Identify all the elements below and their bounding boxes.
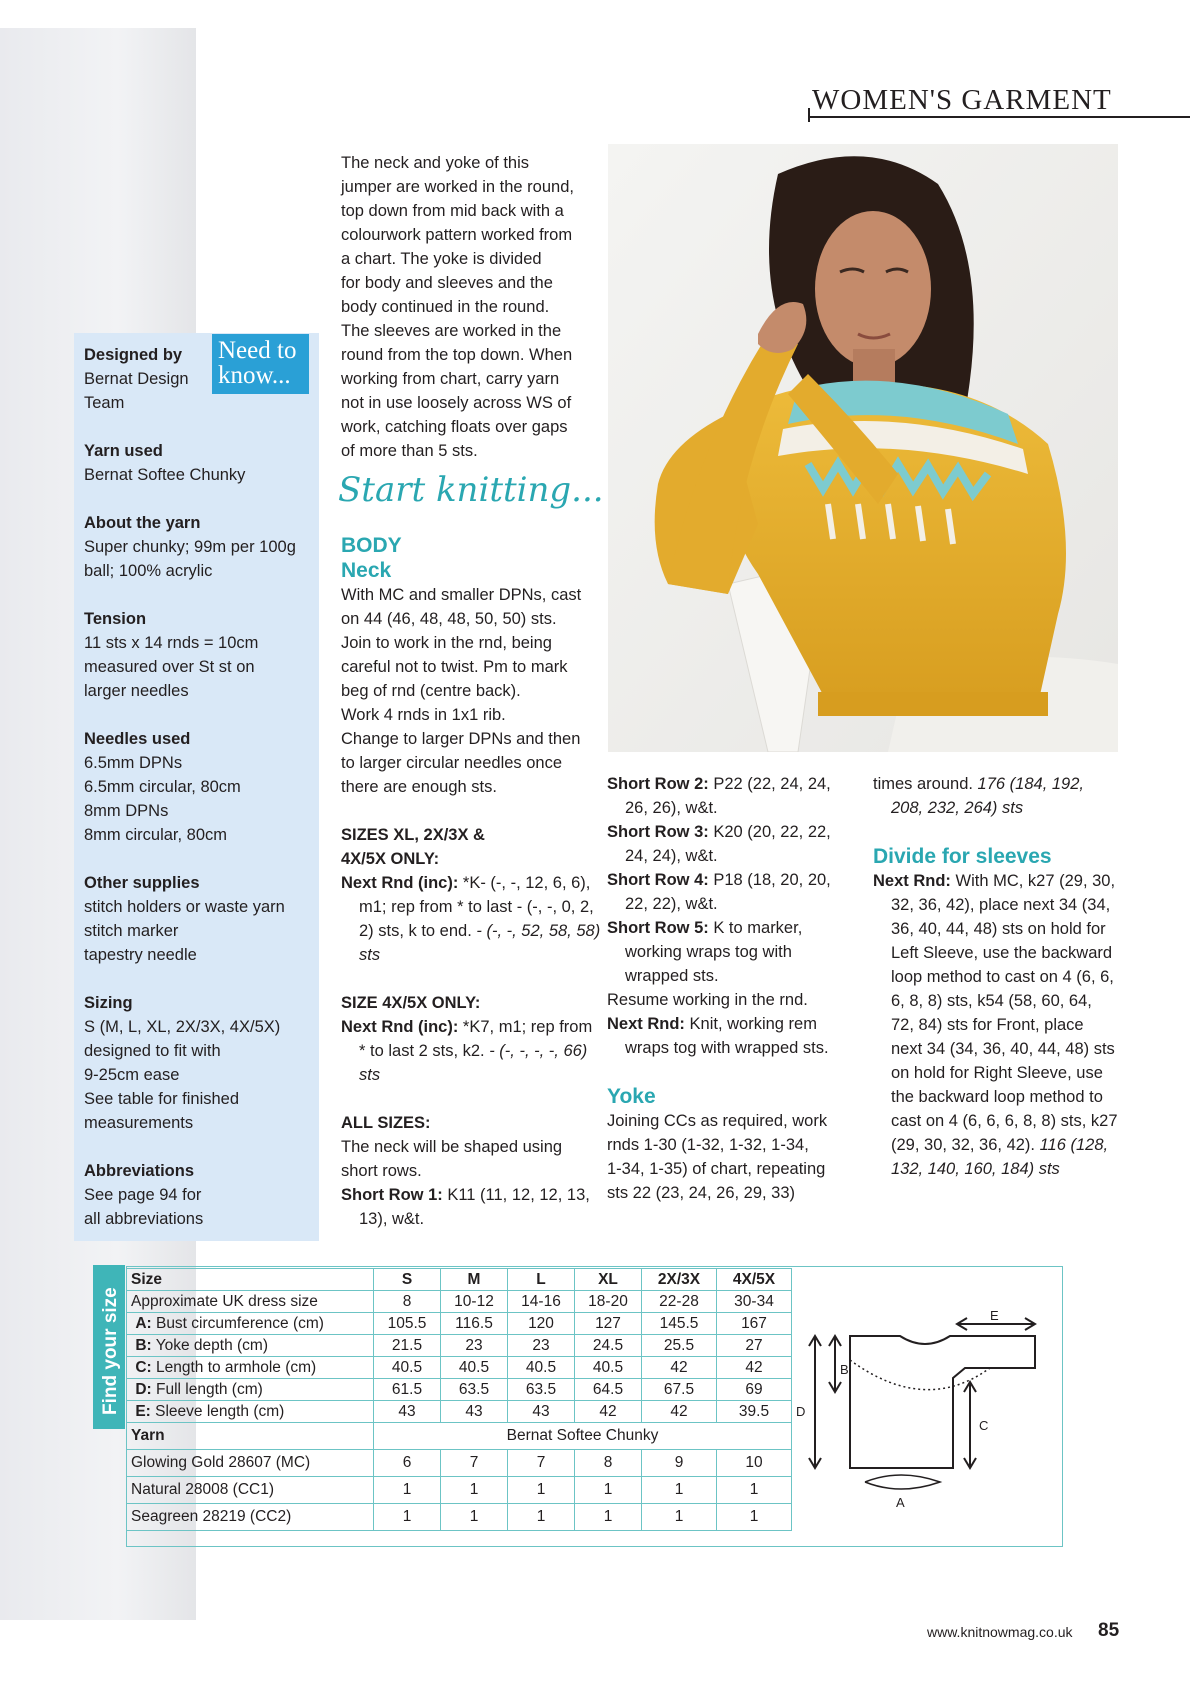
table-cell: 14-16 <box>508 1291 575 1313</box>
tension-block <box>84 607 314 703</box>
table-row <box>127 1379 792 1401</box>
table-cell: 43 <box>508 1401 575 1423</box>
next-rnd-wraps <box>607 1012 847 1060</box>
intro-line: not in use loosely across WS of <box>341 394 572 412</box>
instruction-label: Next Rnd (inc): <box>341 874 459 892</box>
neck-line: on 44 (46, 48, 48, 50, 50) sts. <box>341 610 557 628</box>
sizing-line: measurements <box>84 1114 194 1132</box>
table-cell: 7 <box>508 1450 575 1477</box>
table-row-label: Approximate UK dress size <box>127 1291 374 1313</box>
needles-line: 8mm DPNs <box>84 802 169 820</box>
table-cell: 1 <box>441 1477 508 1504</box>
instruction-text: K11 (11, 12, 12, 13, 13), w&t. <box>359 1186 590 1228</box>
table-header-cell: M <box>441 1269 508 1291</box>
intro-line: colourwork pattern worked from <box>341 226 573 244</box>
intro-line: jumper are worked in the round, <box>341 178 574 196</box>
short-row-1 <box>341 1183 601 1231</box>
size-table <box>126 1268 792 1531</box>
garment-schematic <box>790 1290 1050 1530</box>
instruction-label: Short Row 3: <box>607 823 709 841</box>
needles-line: 8mm circular, 80cm <box>84 826 228 844</box>
measurement-key: C: <box>135 1358 152 1376</box>
neck-line: With MC and smaller DPNs, cast <box>341 586 582 604</box>
schematic-label-d: D <box>796 1404 806 1419</box>
neck-line: to larger circular needles once <box>341 754 563 772</box>
instruction-label: Next Rnd: <box>607 1015 685 1033</box>
short-rows-column <box>607 772 847 1205</box>
instruction-label: Short Row 4: <box>607 871 709 889</box>
table-row-label <box>127 1335 374 1357</box>
table-cell: 1 <box>642 1477 717 1504</box>
table-header-cell: XL <box>575 1269 642 1291</box>
table-cell: 30-34 <box>717 1291 792 1313</box>
intro-line: body continued in the round. <box>341 298 550 316</box>
intro-line: work, catching floats over gaps <box>341 418 568 436</box>
model-photo <box>608 144 1118 752</box>
yarn-header-row <box>127 1423 792 1450</box>
measurement-label: Yoke depth (cm) <box>151 1336 268 1354</box>
table-cell: 63.5 <box>441 1379 508 1401</box>
intro-line: for body and sleeves and the <box>341 274 553 292</box>
table-row-label <box>127 1357 374 1379</box>
abbreviations-block <box>84 1159 314 1231</box>
table-cell: 1 <box>642 1504 717 1531</box>
table-cell: 69 <box>717 1379 792 1401</box>
sizing-heading: Sizing <box>84 994 133 1012</box>
instruction-label: Next Rnd: <box>873 872 951 890</box>
table-cell: 1 <box>717 1504 792 1531</box>
instruction-result: - (-, -, 52, 58, 58) sts <box>359 922 601 964</box>
neck-heading: Neck <box>341 559 392 582</box>
sizing-line: designed to fit with <box>84 1042 221 1060</box>
table-cell: 40.5 <box>441 1357 508 1379</box>
page-number: 85 <box>1098 1620 1120 1641</box>
table-cell: 1 <box>374 1504 441 1531</box>
sizing-block <box>84 991 314 1135</box>
all-sizes-line: The neck will be shaped using <box>341 1138 563 1156</box>
yoke-heading: Yoke <box>607 1085 656 1108</box>
short-row-4 <box>607 868 847 916</box>
instruction-label: Short Row 5: <box>607 919 709 937</box>
schematic-label-a: A <box>896 1495 905 1510</box>
table-row <box>127 1450 792 1477</box>
measurement-key: B: <box>135 1336 152 1354</box>
sizes-xl-heading: SIZES XL, 2X/3X & <box>341 826 485 844</box>
other-supplies-heading: Other supplies <box>84 874 200 892</box>
times-around-text: times around. <box>873 775 973 793</box>
instruction-result: - (-, -, -, -, 66) sts <box>359 1042 588 1084</box>
table-cell: 42 <box>642 1357 717 1379</box>
table-row-label <box>127 1401 374 1423</box>
designed-by-line: Bernat Design <box>84 370 189 388</box>
table-row <box>127 1291 792 1313</box>
table-header-row <box>127 1269 792 1291</box>
section-title-rule <box>808 116 1190 118</box>
table-row-label: Glowing Gold 28607 (MC) <box>127 1450 374 1477</box>
sizes-xl-heading-2: 4X/5X ONLY: <box>341 850 440 868</box>
table-cell: 24.5 <box>575 1335 642 1357</box>
divide-sleeves-heading: Divide for sleeves <box>873 845 1052 868</box>
needles-line: 6.5mm circular, 80cm <box>84 778 241 796</box>
size-4x5x-heading: SIZE 4X/5X ONLY: <box>341 994 481 1012</box>
table-cell: 167 <box>717 1313 792 1335</box>
table-row <box>127 1477 792 1504</box>
body-column <box>341 533 601 1231</box>
yarn-used-heading: Yarn used <box>84 442 163 460</box>
table-cell: 42 <box>717 1357 792 1379</box>
all-sizes-line: short rows. <box>341 1162 422 1180</box>
neck-line: Work 4 rnds in 1x1 rib. <box>341 706 506 724</box>
table-cell: 64.5 <box>575 1379 642 1401</box>
page-top-margin <box>0 0 196 28</box>
intro-line: of more than 5 sts. <box>341 442 478 460</box>
badge-line-1: Need to <box>218 337 297 364</box>
table-cell: 43 <box>441 1401 508 1423</box>
table-header-cell: 4X/5X <box>717 1269 792 1291</box>
neck-line: Join to work in the rnd, being <box>341 634 552 652</box>
intro-line: a chart. The yoke is divided <box>341 250 542 268</box>
table-cell: 39.5 <box>717 1401 792 1423</box>
instruction-text: K to marker, working wraps tog with wrapped sts. <box>625 919 803 985</box>
needles-block <box>84 727 314 847</box>
yarn-used-line: Bernat Softee Chunky <box>84 466 246 484</box>
table-cell: 8 <box>374 1291 441 1313</box>
table-cell: 43 <box>374 1401 441 1423</box>
section-title: WOMEN'S GARMENT <box>812 84 1112 116</box>
table-cell: 1 <box>374 1477 441 1504</box>
table-cell: 105.5 <box>374 1313 441 1335</box>
yoke-line: sts 22 (23, 24, 26, 29, 33) <box>607 1184 796 1202</box>
about-yarn-line: Super chunky; 99m per 100g <box>84 538 296 556</box>
table-cell: 25.5 <box>642 1335 717 1357</box>
table-cell: 67.5 <box>642 1379 717 1401</box>
other-supplies-line: stitch marker <box>84 922 179 940</box>
designed-by-line: Team <box>84 394 125 412</box>
yarn-name: Bernat Softee Chunky <box>374 1423 792 1450</box>
intro-line: The neck and yoke of this <box>341 154 530 172</box>
table-row <box>127 1401 792 1423</box>
other-supplies-line: stitch holders or waste yarn <box>84 898 285 916</box>
neck-line: there are enough sts. <box>341 778 497 796</box>
instruction-text: P22 (22, 24, 24, 26, 26), w&t. <box>625 775 831 817</box>
table-header-cell: L <box>508 1269 575 1291</box>
tension-line: larger needles <box>84 682 189 700</box>
table-cell: 120 <box>508 1313 575 1335</box>
intro-line: The sleeves are worked in the <box>341 322 562 340</box>
table-row-label: Natural 28008 (CC1) <box>127 1477 374 1504</box>
schematic-label-c: C <box>979 1418 989 1433</box>
table-header-cell: Size <box>127 1269 374 1291</box>
table-cell: 9 <box>642 1450 717 1477</box>
next-rnd-inc-2 <box>341 1015 601 1087</box>
measurement-key: E: <box>135 1402 151 1420</box>
yoke-line: rnds 1-30 (1-32, 1-32, 1-34, <box>607 1136 809 1154</box>
measurement-label: Length to armhole (cm) <box>151 1358 317 1376</box>
schematic-label-e: E <box>990 1308 999 1323</box>
designed-by-heading: Designed by <box>84 346 183 364</box>
schematic-label-b: B <box>840 1362 849 1377</box>
table-cell: 127 <box>575 1313 642 1335</box>
short-row-5 <box>607 916 847 988</box>
short-row-2 <box>607 772 847 820</box>
page-bottom-margin <box>0 1620 196 1683</box>
table-cell: 23 <box>508 1335 575 1357</box>
table-cell: 40.5 <box>508 1357 575 1379</box>
yarn-used-block <box>84 439 314 487</box>
table-cell: 27 <box>717 1335 792 1357</box>
yoke-line: Joining CCs as required, work <box>607 1112 828 1130</box>
table-cell: 1 <box>575 1504 642 1531</box>
schematic-arrow-a <box>865 1475 940 1489</box>
measurement-label: Full length (cm) <box>151 1380 263 1398</box>
table-cell: 1 <box>508 1477 575 1504</box>
find-your-size-label: Find your size <box>100 1287 121 1415</box>
about-yarn-line: ball; 100% acrylic <box>84 562 213 580</box>
table-cell: 1 <box>575 1477 642 1504</box>
instruction-label: Next Rnd (inc): <box>341 1018 459 1036</box>
measurement-key: A: <box>135 1314 152 1332</box>
yoke-line: 1-34, 1-35) of chart, repeating <box>607 1160 826 1178</box>
designed-by-block <box>84 343 314 415</box>
instruction-text: K20 (20, 22, 22, 24, 24), w&t. <box>625 823 831 865</box>
measurement-label: Sleeve length (cm) <box>150 1402 285 1420</box>
sizing-line: S (M, L, XL, 2X/3X, 4X/5X) <box>84 1018 281 1036</box>
table-cell: 22-28 <box>642 1291 717 1313</box>
divide-next-rnd <box>873 869 1118 1181</box>
neck-line: Change to larger DPNs and then <box>341 730 581 748</box>
intro-line: top down from mid back with a <box>341 202 564 220</box>
resume-line: Resume working in the rnd. <box>607 991 808 1009</box>
instruction-text: Knit, working rem wraps tog with wrapped sts. <box>625 1015 829 1057</box>
table-header-cell: S <box>374 1269 441 1291</box>
times-around-result: 176 (184, 192, 208, 232, 264) sts <box>891 775 1084 817</box>
neck-line: careful not to twist. Pm to mark <box>341 658 568 676</box>
table-cell: 10-12 <box>441 1291 508 1313</box>
table-cell: 40.5 <box>575 1357 642 1379</box>
start-knitting-heading: Start knitting... <box>338 470 604 510</box>
section-title-tick <box>808 108 810 122</box>
table-cell: 21.5 <box>374 1335 441 1357</box>
needles-line: 6.5mm DPNs <box>84 754 183 772</box>
about-yarn-heading: About the yarn <box>84 514 201 532</box>
table-cell: 18-20 <box>575 1291 642 1313</box>
instruction-text: *K7, m1; rep from * to last 2 sts, k2. <box>359 1018 593 1060</box>
other-supplies-line: tapestry needle <box>84 946 197 964</box>
body-heading: BODY <box>341 534 402 557</box>
table-cell: 116.5 <box>441 1313 508 1335</box>
table-cell: 1 <box>441 1504 508 1531</box>
table-cell: 40.5 <box>374 1357 441 1379</box>
table-header-cell: 2X/3X <box>642 1269 717 1291</box>
intro-text <box>341 151 596 463</box>
table-cell: 145.5 <box>642 1313 717 1335</box>
short-row-3 <box>607 820 847 868</box>
table-row-label <box>127 1313 374 1335</box>
table-cell: 1 <box>717 1477 792 1504</box>
table-row-label <box>127 1379 374 1401</box>
instruction-text: *K- (-, -, 12, 6, 6), m1; rep from * to last - (-, -, 0, 2, 2) sts, k to end. <box>359 874 594 940</box>
tension-line: 11 sts x 14 rnds = 10cm <box>84 634 259 652</box>
table-cell: 42 <box>642 1401 717 1423</box>
table-cell: 61.5 <box>374 1379 441 1401</box>
all-sizes-heading: ALL SIZES: <box>341 1114 431 1132</box>
other-supplies-block <box>84 871 314 967</box>
instruction-label: Short Row 2: <box>607 775 709 793</box>
tension-heading: Tension <box>84 610 147 628</box>
table-row <box>127 1335 792 1357</box>
sizing-line: See table for finished <box>84 1090 240 1108</box>
abbreviations-line: See page 94 for <box>84 1186 202 1204</box>
divide-column <box>873 772 1118 1181</box>
measurement-label: Bust circumference (cm) <box>151 1314 324 1332</box>
table-row <box>127 1504 792 1531</box>
times-around <box>873 772 1118 820</box>
measurement-key: D: <box>135 1380 152 1398</box>
next-rnd-inc-1 <box>341 871 601 967</box>
table-row-label: Seagreen 28219 (CC2) <box>127 1504 374 1531</box>
footer-website: www.knitnowmag.co.uk <box>927 1624 1073 1640</box>
yarn-label: Yarn <box>127 1423 374 1450</box>
instruction-result: 116 (128, 132, 140, 160, 184) sts <box>891 1136 1109 1178</box>
intro-line: working from chart, carry yarn <box>341 370 560 388</box>
table-cell: 63.5 <box>508 1379 575 1401</box>
intro-line: round from the top down. When <box>341 346 573 364</box>
model-photo-illustration <box>608 144 1118 752</box>
tension-line: measured over St st on <box>84 658 255 676</box>
table-cell: 1 <box>508 1504 575 1531</box>
table-cell: 7 <box>441 1450 508 1477</box>
sizing-line: 9-25cm ease <box>84 1066 180 1084</box>
find-your-size-tab-label-wrap <box>93 1265 125 1429</box>
table-cell: 8 <box>575 1450 642 1477</box>
table-cell: 6 <box>374 1450 441 1477</box>
table-row <box>127 1357 792 1379</box>
abbreviations-heading: Abbreviations <box>84 1162 195 1180</box>
abbreviations-line: all abbreviations <box>84 1210 204 1228</box>
needles-heading: Needles used <box>84 730 191 748</box>
table-row <box>127 1313 792 1335</box>
about-yarn-block <box>84 511 314 583</box>
table-cell: 23 <box>441 1335 508 1357</box>
badge-line-2: know... <box>218 362 291 389</box>
neck-line: beg of rnd (centre back). <box>341 682 521 700</box>
instruction-label: Short Row 1: <box>341 1186 443 1204</box>
table-cell: 10 <box>717 1450 792 1477</box>
instruction-text: P18 (18, 20, 20, 22, 22), w&t. <box>625 871 831 913</box>
table-cell: 42 <box>575 1401 642 1423</box>
schematic-body-outline <box>850 1336 1035 1468</box>
instruction-text: With MC, k27 (29, 30, 32, 36, 42), place next 34 (34, 36, 40, 44, 48) sts on hold for Left Sleeve, use the backward loop method to cast on 4 (6, 6, 6, 8, 8) sts, k54 (58, 60, 64, 72, 84) sts for Front, place next 34 (34, 36, 40, 44, 48) sts on hold for Right Sleeve, use the backward loop method to cast on 4 (6, 6, 6, 8, 8) sts, k27 (29, 30, 32, 36, 42). <box>891 872 1118 1154</box>
